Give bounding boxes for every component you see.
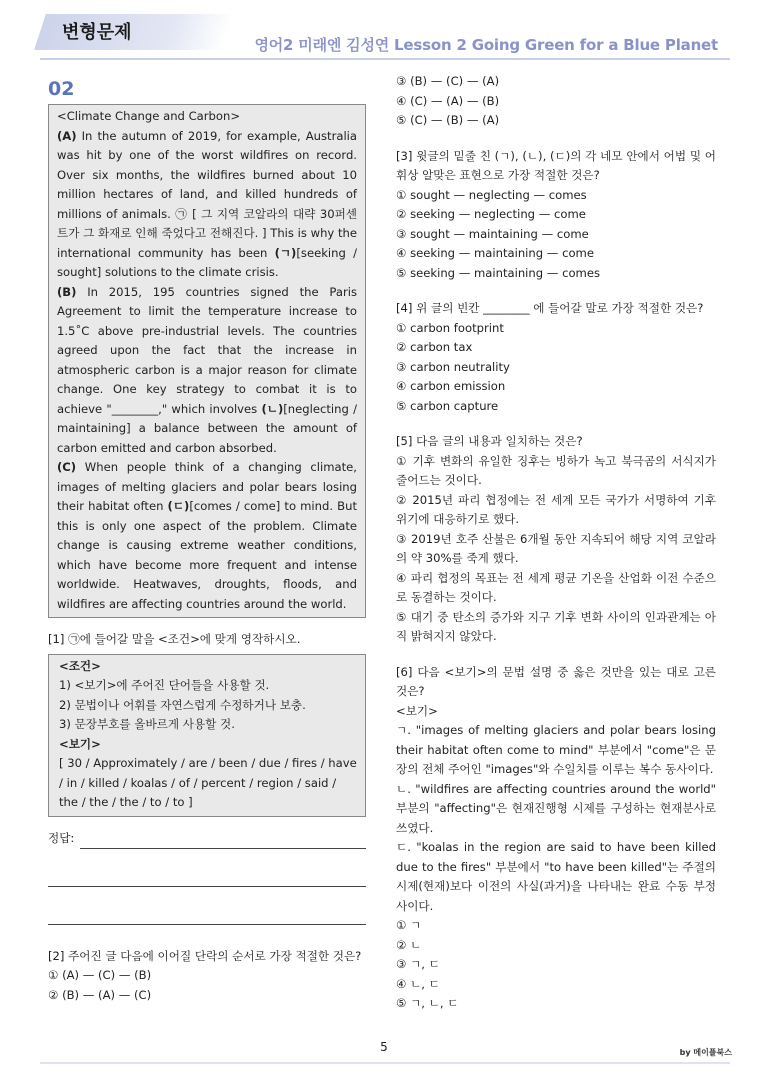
option[interactable]: ⑤ ㄱ, ㄴ, ㄷ (396, 996, 459, 1010)
left-column (48, 72, 366, 1005)
option[interactable]: ③ carbon neutrality (396, 359, 510, 374)
question-2 (48, 947, 366, 1006)
answer-blank-3[interactable] (48, 924, 366, 925)
header-divider (40, 58, 730, 60)
option[interactable]: ⑤ 대기 중 탄소의 증가와 지구 기후 변화 사이의 인과관계는 아직 밝혀지지 않았다. (396, 609, 716, 643)
option[interactable]: ③ sought — maintaining — come (396, 226, 589, 241)
option[interactable]: ⑤ seeking — maintaining — comes (396, 265, 601, 280)
marker-circled-ga: ㉠ (175, 206, 188, 221)
choice-box-a: [seeking / sought] (57, 245, 357, 279)
choice-box-b: [neglecting / maintaining] (57, 401, 357, 435)
publisher-credit: by 메이플북스 (679, 1048, 732, 1057)
page-header (0, 0, 768, 62)
option[interactable]: ④ (C) — (A) — (B) (396, 93, 500, 108)
option[interactable]: ② 2015년 파리 협정에는 전 세계 모든 국가가 서명하여 기후 위기에 대응하기로 했다. (396, 492, 716, 526)
option[interactable]: ③ (B) — (C) — (A) (396, 74, 500, 88)
passage-box (48, 104, 366, 618)
question-2-continued (396, 72, 716, 131)
bogi-item: ㄴ. "wildfires are affecting countries around the world" 부분의 "affecting"은 현재진행형 시제를 구성하는 현재분사로 쓰였다. (396, 781, 716, 835)
bogi-item: ㄱ. "images of melting glaciers and polar bears losing their habitat often come to mind" 부분에서 "come"은 문장의 전체 주어인 "images"와 수일치를 이루는 복수 동사이다. (396, 723, 716, 776)
question-1-prompt: [1] ㉠에 들어갈 말을 <조건>에 맞게 영작하시오. (48, 632, 301, 646)
answer-blank[interactable] (80, 835, 366, 849)
option[interactable]: ① carbon footprint (396, 320, 504, 335)
passage-paragraph-a: (A) In the autumn of 2019, for example, Australia was hit by one of the worst wildfires on record. Over six months, the wildfires burned about 10 million hectares of land, and killed hundreds of millions of animals. ㉠ [ 그 지역 코알라의 대략 30퍼센트가 그 화재로 인해 죽었다고 전해진다. ] This is why the international community has been (ㄱ)[seeking / sought] solutions to the climate crisis. (57, 128, 357, 279)
question-number: 02 (48, 78, 75, 100)
option[interactable]: ① 기후 변화의 유일한 징후는 빙하가 녹고 북극곰의 서식지가 줄어드는 것이다. (396, 453, 716, 487)
option[interactable]: ④ carbon emission (396, 379, 506, 393)
option[interactable]: ① (A) — (C) — (B) (48, 968, 152, 982)
condition-box (48, 654, 366, 817)
question-5-prompt: [5] 다음 글의 내용과 일치하는 것은? (396, 434, 583, 448)
option[interactable]: ② carbon tax (396, 340, 473, 354)
option[interactable]: ⑤ (C) — (B) — (A) (396, 113, 500, 127)
option[interactable]: ④ seeking — maintaining — come (396, 246, 594, 260)
header-title: 영어2 미래엔 김성연 Lesson 2 Going Green for a Blue Planet (254, 36, 718, 54)
option[interactable]: ② seeking — neglecting — come (396, 207, 586, 221)
question-4-prompt: [4] 위 글의 빈칸 ________ 에 들어갈 말로 가장 적절한 것은? (396, 301, 704, 315)
footer-divider (40, 1062, 730, 1064)
question-2-prompt: [2] 주어진 글 다음에 이어질 단락의 순서로 가장 적절한 것은? (48, 948, 362, 963)
option[interactable]: ④ ㄴ, ㄷ (396, 976, 440, 991)
bogi-header: <보기> (59, 736, 101, 751)
bogi-item: ㄷ. "koalas in the region are said to have been killed due to the fires" 부분에서 "to have been killed"는 주절의 시제(현재)보다 이전의 사실(과거)을 나타내는 완료 수동 부정사이다. (396, 840, 716, 913)
question-3-prompt: [3] 윗글의 밑줄 친 (ㄱ), (ㄴ), (ㄷ)의 각 네모 안에서 어법 및 어휘상 알맞은 표현으로 가장 적절한 것은? (396, 148, 716, 182)
passage-paragraph-b: (B) In 2015, 195 countries signed the Paris Agreement to limit the temperature increase to 1.5˚C above pre-industrial levels. The countries agreed upon the fact that the increase in atmospheric carbon is a major reason for climate change. One key strategy to combat it is to achieve "________," which involves (ㄴ)[neglecting / maintaining] a balance between the amount of carbon emitted and carbon absorbed. (57, 284, 357, 455)
question-1 (48, 630, 366, 925)
question-5 (396, 432, 716, 647)
question-3 (396, 147, 716, 284)
question-6 (396, 663, 716, 1014)
answer-label: 정답: (48, 831, 75, 845)
condition-item: 1) <보기>에 주어진 단어들을 사용할 것. (59, 678, 270, 692)
option[interactable]: ① sought — neglecting — comes (396, 187, 587, 202)
question-4 (396, 299, 716, 416)
passage-paragraph-c: (C) When people think of a changing climate, images of melting glaciers and polar bears losing their habitat often (ㄷ)[comes / come] to mind. But this is only one aspect of the problem. Climate change is causing extreme weather conditions, which have become more frequent and intense worldwide. Heatwaves, droughts, floods, and wildfires are affecting countries around the world. (57, 460, 357, 611)
option[interactable]: ② ㄴ (396, 937, 422, 952)
choice-box-c: [comes / come] (189, 499, 281, 513)
option[interactable]: ⑤ carbon capture (396, 398, 499, 413)
option[interactable]: ① ㄱ (396, 918, 422, 932)
condition-item: 3) 문장부호를 올바르게 사용할 것. (59, 717, 235, 731)
passage-title: <Climate Change and Carbon> (57, 109, 241, 123)
option[interactable]: ③ 2019년 호주 산불은 6개월 동안 지속되어 해당 지역 코알라의 약 30%를 죽게 했다. (396, 531, 716, 565)
bogi-header: <보기> (396, 703, 438, 718)
condition-item: 2) 문법이나 어휘를 자연스럽게 수정하거나 보충. (59, 697, 306, 712)
question-6-prompt: [6] 다음 <보기>의 문법 설명 중 옳은 것만을 있는 대로 고른 것은? (396, 664, 716, 698)
option[interactable]: ③ ㄱ, ㄷ (396, 957, 440, 971)
answer-line (48, 829, 366, 849)
option[interactable]: ④ 파리 협정의 목표는 전 세계 평균 기온을 산업화 이전 수준으로 동결하는 것이다. (396, 570, 716, 604)
answer-blank-2[interactable] (48, 886, 366, 887)
page-number: 5 (380, 1040, 388, 1054)
condition-header: <조건> (59, 658, 101, 673)
bogi-words: [ 30 / Approximately / are / been / due / fires / have / in / killed / koalas / of / percent / region / said / the / the / the / to / to ] (59, 756, 357, 809)
option[interactable]: ② (B) — (A) — (C) (48, 987, 152, 1002)
right-column (396, 72, 716, 1014)
header-tag: 변형문제 (62, 22, 132, 43)
